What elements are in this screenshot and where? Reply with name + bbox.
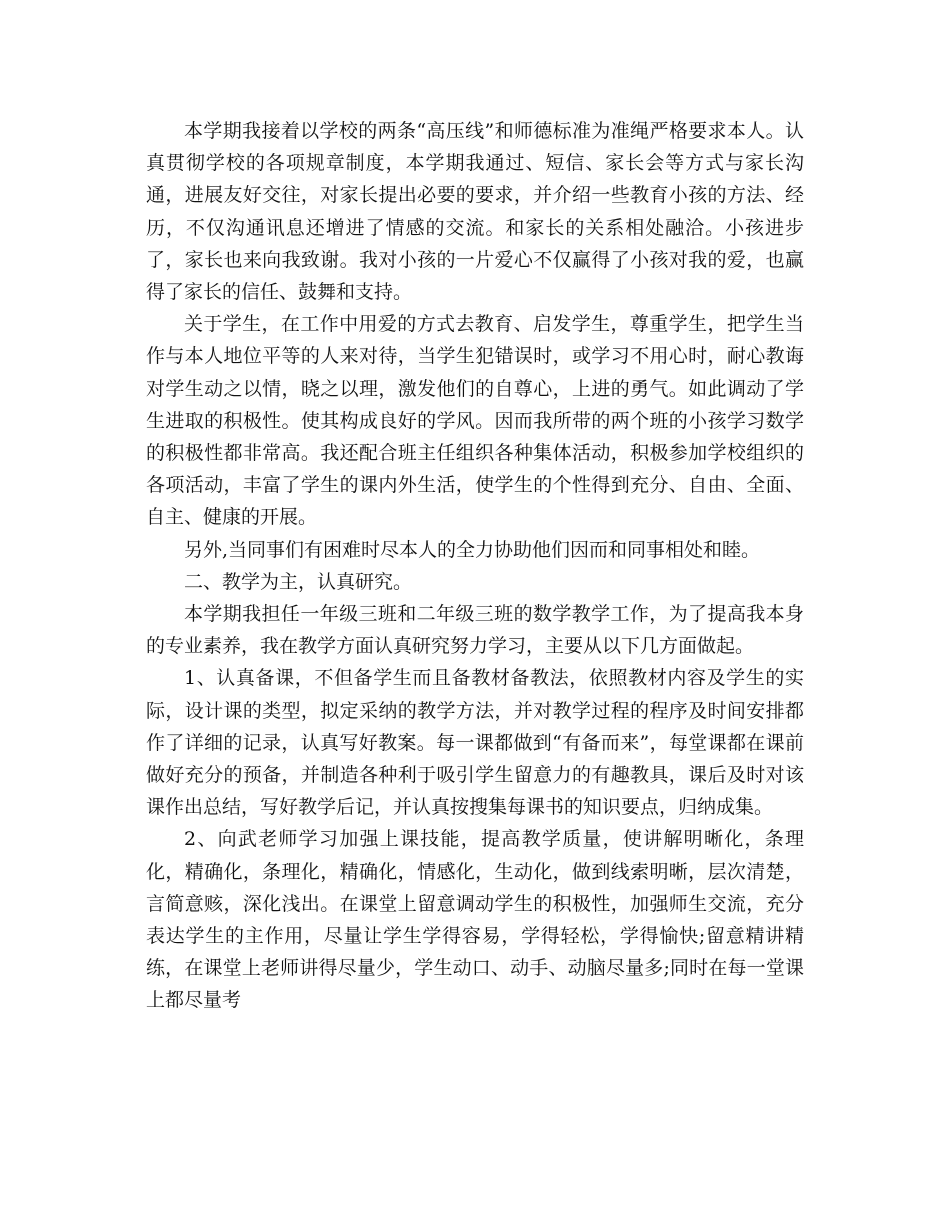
paragraph-colleagues: 另外,当同事们有困难时尽本人的全力协助他们因而和同事相处和睦。: [184, 538, 761, 561]
paragraph-parent-communication: 本学期我接着以学校的两条“高压线”和师德标准为准绳严格要求本人。认真贯彻学校的各项规章制度，本学期我通过、短信、家长会等方式与家长沟通，进展友好交往，对家长提出必要的要求，并介绍一些教育小孩的方法、经历，不仅沟通讯息还增进了情感的交流。和家长的关系相处融洽。小孩进步了，家长也来向我致谢。我对小孩的一片爱心不仅赢得了小孩对我的爱，也赢得了家长的信任、鼓舞和支持。: [146, 120, 804, 304]
paragraph-students: 关于学生，在工作中用爱的方式去教育、启发学生，尊重学生，把学生当作与本人地位平等的人来对待，当学生犯错误时，或学习不用心时，耐心教诲对学生动之以情，晓之以理，激发他们的自尊心，上进的勇气。如此调动了学生进取的积极性。使其构成良好的学风。因而我所带的两个班的小孩学习数学的积极性都非常高。我还配合班主任组织各种集体活动，积极参加学校组织的各项活动，丰富了学生的课内外生活，使学生的个性得到充分、自由、全面、自主、健康的开展。: [146, 313, 804, 529]
section-heading-teaching: 二、教学为主，认真研究。: [184, 570, 413, 593]
paragraph-teaching-intro: 本学期我担任一年级三班和二年级三班的数学教学工作，为了提高我本身的专业素养，我在教学方面认真研究努力学习，主要从以下几方面做起。: [146, 603, 804, 658]
paragraph-lesson-prep: 1、认真备课，不但备学生而且备教材备教法，依照教材内容及学生的实际，设计课的类型，拟定采纳的教学方法，并对教学过程的程序及时间安排都作了详细的记录，认真写好教案。每一课都做到“有备而来”，每堂课都在课前做好充分的预备，并制造各种利于吸引学生留意力的有趣教具，课后及时对该课作出总结，写好教学后记，并认真按搜集每课书的知识要点，归纳成集。: [146, 667, 804, 819]
paragraph-teaching-skills: 2、向武老师学习加强上课技能，提高教学质量，使讲解明晰化，条理化，精确化，条理化，精确化，情感化，生动化，做到线索明晰，层次清楚，言简意赅，深化浅出。在课堂上留意调动学生的积极性，加强师生交流，充分表达学生的主作用，尽量让学生学得容易，学得轻松，学得愉快;留意精讲精练，在课堂上老师讲得尽量少，学生动口、动手、动脑尽量多;同时在每一堂课上都尽量考: [146, 828, 804, 1012]
